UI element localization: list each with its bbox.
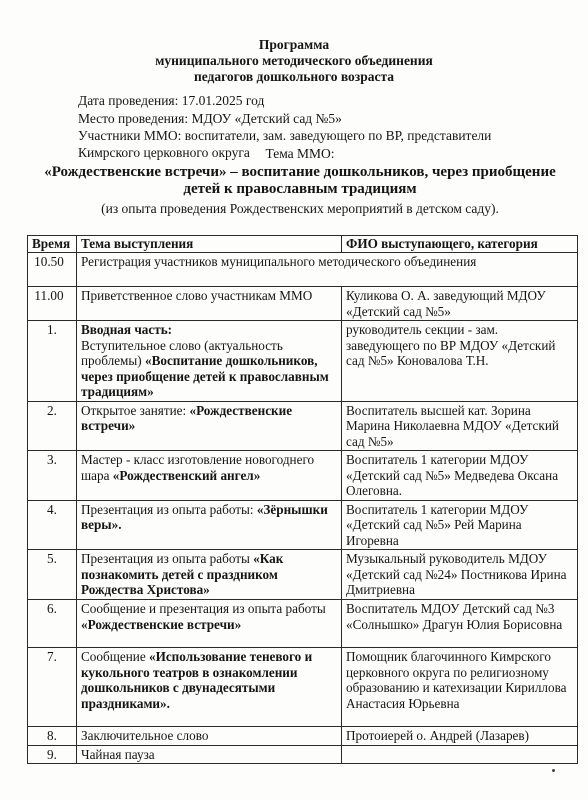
- header-topic: Тема выступления: [77, 236, 342, 253]
- row-topic: Регистрация участников муниципального методического объединения: [77, 253, 578, 287]
- row-topic: Мастер - класс изготовление новогоднего шара «Рождественский ангел»: [77, 451, 342, 501]
- table-row: [28, 287, 578, 321]
- row-time: 9.: [28, 745, 77, 764]
- row-speaker: Воспитатель высшей кат. Зорина Марина Николаевна МДОУ «Детский сад №5»: [342, 401, 578, 451]
- table-header-row: [28, 236, 578, 253]
- table-row: [28, 321, 578, 402]
- row-topic: Сообщение «Использование теневого и кукольного театров в ознакомлении дошкольников с двунадесятыми праздниками».: [77, 648, 342, 727]
- scan-speck: [552, 769, 555, 772]
- table-row: [28, 253, 578, 287]
- table-row: [28, 727, 578, 746]
- program-subtitle-line2: педагогов дошкольного возраста: [193, 69, 395, 84]
- topic-title: «Рождественские встречи» – воспитание дошкольников, через приобщение детей к православным традициям: [44, 164, 556, 197]
- meeting-place: Место проведения: МДОУ «Детский сад №5»: [78, 111, 342, 126]
- row-topic: Презентация из опыта работы: «Зёрнышки веры».: [77, 500, 342, 550]
- row-time: 1.: [28, 321, 77, 402]
- table-row: [28, 500, 578, 550]
- row-topic: Сообщение и презентация из опыта работы «Рождественские встречи»: [77, 600, 342, 648]
- meeting-date: Дата проведения: 17.01.2025 год: [78, 93, 265, 108]
- row-speaker: Воспитатель 1 категории МДОУ «Детский сад №5» Медведева Оксана Олеговна.: [342, 451, 578, 501]
- row-speaker: Воспитатель МДОУ Детский сад №3 «Солнышко» Драгун Юлия Борисовна: [342, 600, 578, 648]
- meeting-participants-cont: Кимрского церковного округа: [78, 145, 250, 160]
- row-speaker: Воспитатель 1 категории МДОУ «Детский сад №5» Рей Марина Игоревна: [342, 500, 578, 550]
- row-topic: Чайная пауза: [77, 745, 342, 764]
- row-time: 11.00: [28, 287, 77, 321]
- row-speaker: Помощник благочинного Кимрского церковного округа по религиозному образованию и катехизации Кириллова Анастасия Юрьевна: [342, 648, 578, 727]
- program-table: [27, 235, 578, 764]
- row-topic: Презентация из опыта работы «Как познакомить детей с праздником Рождества Христова»: [77, 550, 342, 600]
- row-time: 6.: [28, 600, 77, 648]
- program-title: Программа: [258, 37, 330, 52]
- row-time: 3.: [28, 451, 77, 501]
- row-speaker: [342, 745, 578, 764]
- row-time: 2.: [28, 401, 77, 451]
- row-time: 7.: [28, 648, 77, 727]
- table-row: [28, 745, 578, 764]
- table-row: [28, 600, 578, 648]
- row-speaker: Протоиерей о. Андрей (Лазарев): [342, 727, 578, 746]
- table-row: [28, 648, 578, 727]
- table-row: [28, 451, 578, 501]
- header-speaker: ФИО выступающего, категория: [342, 236, 578, 253]
- row-time: 8.: [28, 727, 77, 746]
- meeting-participants: Участники ММО: воспитатели, зам. заведующего по ВР, представители: [78, 128, 492, 143]
- row-speaker: Куликова О. А. заведующий МДОУ «Детский сад №5»: [342, 287, 578, 321]
- row-speaker: Музыкальный руководитель МДОУ «Детский сад №24» Постникова Ирина Дмитриевна: [342, 550, 578, 600]
- program-subtitle-line1: муниципального методического объединения: [155, 53, 433, 68]
- topic-label: Тема ММО:: [265, 146, 335, 161]
- row-topic: Вводная часть: Вступительное слово (актуальность проблемы) «Воспитание дошкольников, через приобщение детей к православным традициям»: [77, 321, 342, 402]
- row-time: 5.: [28, 550, 77, 600]
- row-topic: Приветственное слово участникам ММО: [77, 287, 342, 321]
- topic-subtitle: (из опыта проведения Рождественских мероприятий в детском саду).: [101, 201, 499, 216]
- row-time: 10.50: [28, 253, 77, 287]
- row-speaker: руководитель секции - зам. заведующего по ВР МДОУ «Детский сад №5» Коновалова Т.Н.: [342, 321, 578, 402]
- row-time: 4.: [28, 500, 77, 550]
- table-row: [28, 550, 578, 600]
- header-time: Время: [28, 236, 77, 253]
- row-topic: Открытое занятие: «Рождественские встречи»: [77, 401, 342, 451]
- table-row: [28, 401, 578, 451]
- row-topic: Заключительное слово: [77, 727, 342, 746]
